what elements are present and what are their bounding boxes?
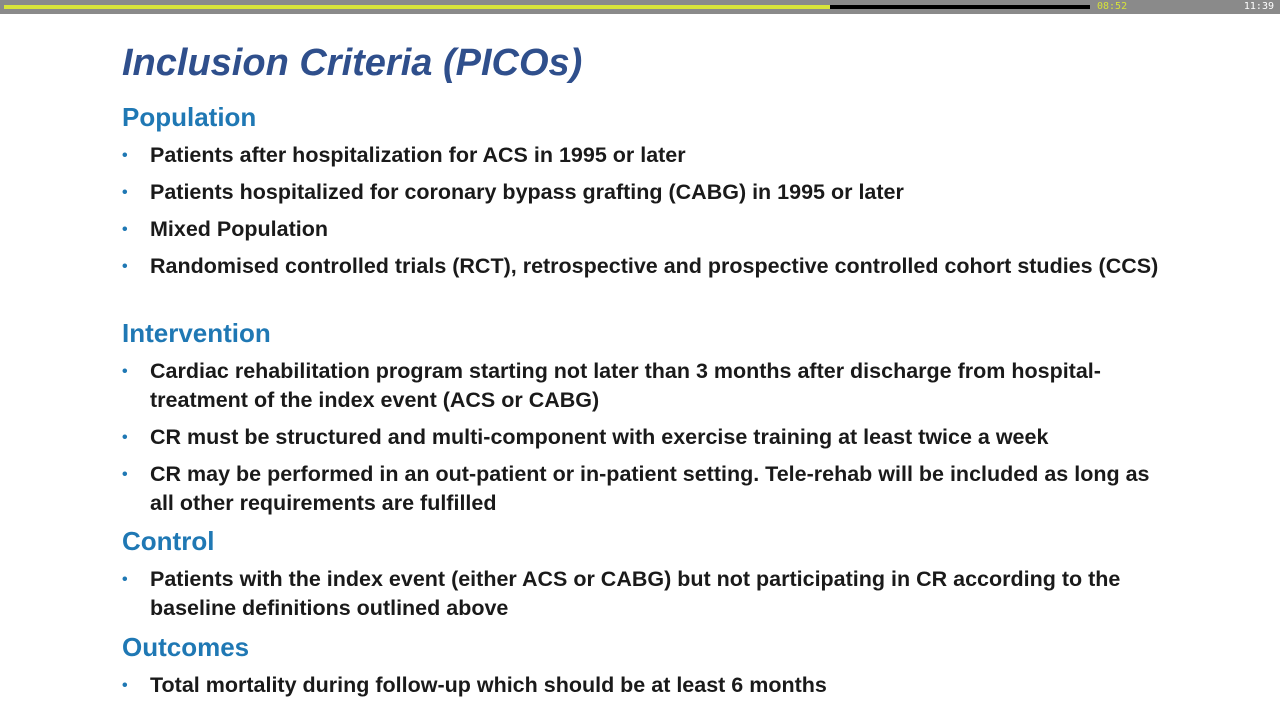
bullet-text: CR may be performed in an out-patient or in-patient setting. Tele-rehab will be included as long as all other requirements are fulfilled bbox=[150, 462, 1150, 515]
elapsed-time: 08:52 bbox=[1097, 1, 1128, 12]
total-time: 11:39 bbox=[1243, 1, 1274, 12]
progress-track[interactable] bbox=[4, 5, 1090, 9]
list-item bbox=[122, 423, 1182, 452]
list-item bbox=[122, 565, 1182, 623]
bullet-icon: • bbox=[122, 677, 128, 694]
bullet-text: Total mortality during follow-up which should be at least 6 months bbox=[150, 673, 827, 697]
bullet-icon: • bbox=[122, 571, 128, 588]
slide-title: Inclusion Criteria (PICOs) bbox=[122, 42, 583, 84]
bullet-text: Patients hospitalized for coronary bypass grafting (CABG) in 1995 or later bbox=[150, 180, 904, 204]
bullet-text: CR must be structured and multi-component with exercise training at least twice a week bbox=[150, 425, 1049, 449]
bullet-text: Patients after hospitalization for ACS in 1995 or later bbox=[150, 143, 686, 167]
section-heading-population: Population bbox=[122, 102, 257, 132]
bullet-icon: • bbox=[122, 258, 128, 275]
list-item bbox=[122, 178, 1172, 207]
bullet-text: Mixed Population bbox=[150, 217, 328, 241]
progress-fill bbox=[4, 5, 830, 9]
section-heading-control: Control bbox=[122, 526, 215, 556]
list-item bbox=[122, 141, 1172, 170]
section-heading-intervention: Intervention bbox=[122, 318, 271, 348]
bullet-icon: • bbox=[122, 184, 128, 201]
list-item bbox=[122, 215, 1172, 244]
bullet-icon: • bbox=[122, 221, 128, 238]
list-item bbox=[122, 357, 1172, 415]
bullet-icon: • bbox=[122, 466, 128, 483]
bullet-text: Patients with the index event (either ACS or CABG) but not participating in CR according to the baseline definitions outlined above bbox=[150, 567, 1121, 620]
bullet-icon: • bbox=[122, 363, 128, 380]
section-heading-outcomes: Outcomes bbox=[122, 632, 250, 662]
player-control-bar bbox=[0, 0, 1280, 14]
bullet-icon: • bbox=[122, 147, 128, 164]
list-item bbox=[122, 671, 1172, 700]
bullet-icon: • bbox=[122, 429, 128, 446]
bullet-text: Randomised controlled trials (RCT), retrospective and prospective controlled cohort studies (CCS) bbox=[150, 254, 1159, 278]
list-item bbox=[122, 460, 1172, 518]
list-item bbox=[122, 252, 1172, 281]
bullet-text: Cardiac rehabilitation program starting not later than 3 months after discharge from hospital-treatment of the index event (ACS or CABG) bbox=[150, 359, 1101, 412]
